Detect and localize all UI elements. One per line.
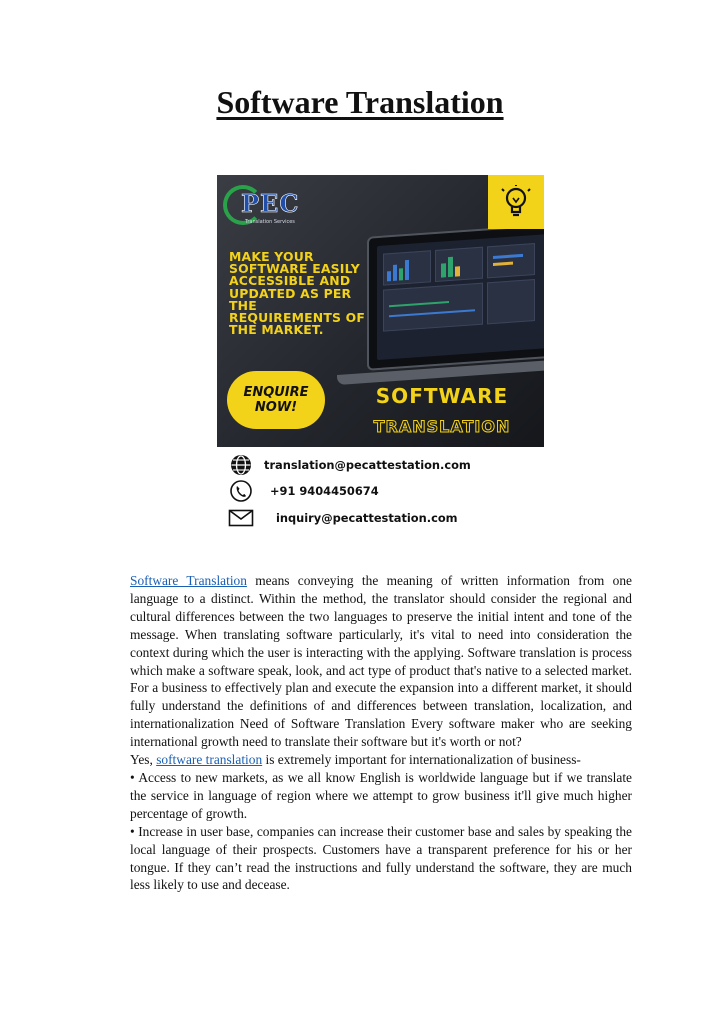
- software-translation-inline-link[interactable]: software translation: [156, 752, 263, 768]
- promo-poster: [217, 175, 544, 447]
- poster-translation-label: TRANSLATION: [373, 417, 511, 436]
- contact-email-translation[interactable]: translation@pecattestation.com: [264, 458, 471, 472]
- contact-phone-number[interactable]: +91 9404450674: [270, 484, 379, 498]
- poster-headline: MAKE YOUR SOFTWARE EASILY ACCESSIBLE AND UPDATED AS PER THE REQUIREMENTS OF THE MARKET.: [229, 249, 366, 338]
- contact-email-inquiry[interactable]: inquiry@pecattestation.com: [276, 511, 458, 525]
- lightbulb-icon: [488, 175, 544, 229]
- contact-phone[interactable]: [228, 479, 379, 503]
- poster-software-label: SOFTWARE: [375, 384, 509, 408]
- mail-icon: [228, 507, 254, 529]
- bullet-user-base: • Increase in user base, companies can increase their customer base and sales by speaking the local language of their prospects. Customers have a transparent preference for his or her tongue. If they can’t read the instructions and fully understand the software, they are much less likely to use and decease.: [130, 823, 632, 893]
- paragraph-intro: Software Translation means conveying the meaning of written information from one language to a distinct. Within the method, the translator should consider the regional and cultural differences between the two languages to preserve the initial intent and tone of the message. When translating software particularly, it's vital to need into consideration the context during which the user is interacting with the applying. Software translation is process which make a software speak, look, and act type of product that's native to a selected market. For a business to effectively plan and execute the expansion into a different market, it should fully understand the definitions of and differences between translation, localization, and internationalization Need of Software Translation Every software maker who are seeking international growth need to translate their software but it's worth or not?: [130, 573, 632, 750]
- article-body: [130, 572, 632, 894]
- dashboard-screen: [377, 234, 544, 360]
- enquire-now-badge[interactable]: ENQUIRE NOW!: [227, 371, 325, 429]
- contact-mail[interactable]: [228, 506, 458, 530]
- phone-icon: [228, 480, 254, 502]
- page-title: Software Translation: [216, 84, 504, 120]
- pec-logo: PEC Translation Services: [223, 181, 333, 233]
- software-translation-link[interactable]: Software Translation: [130, 573, 247, 588]
- paragraph-yes: Yes, software translation is extremely important for internationalization of business-: [130, 752, 581, 768]
- contact-website[interactable]: [228, 453, 471, 477]
- bullet-new-markets: • Access to new markets, as we all know English is worldwide language but if we translate the service in language of region where we attempt to grow business it'll give much higher percentage of growth.: [130, 769, 632, 821]
- globe-icon: [228, 454, 254, 476]
- laptop-illustration: [367, 223, 544, 371]
